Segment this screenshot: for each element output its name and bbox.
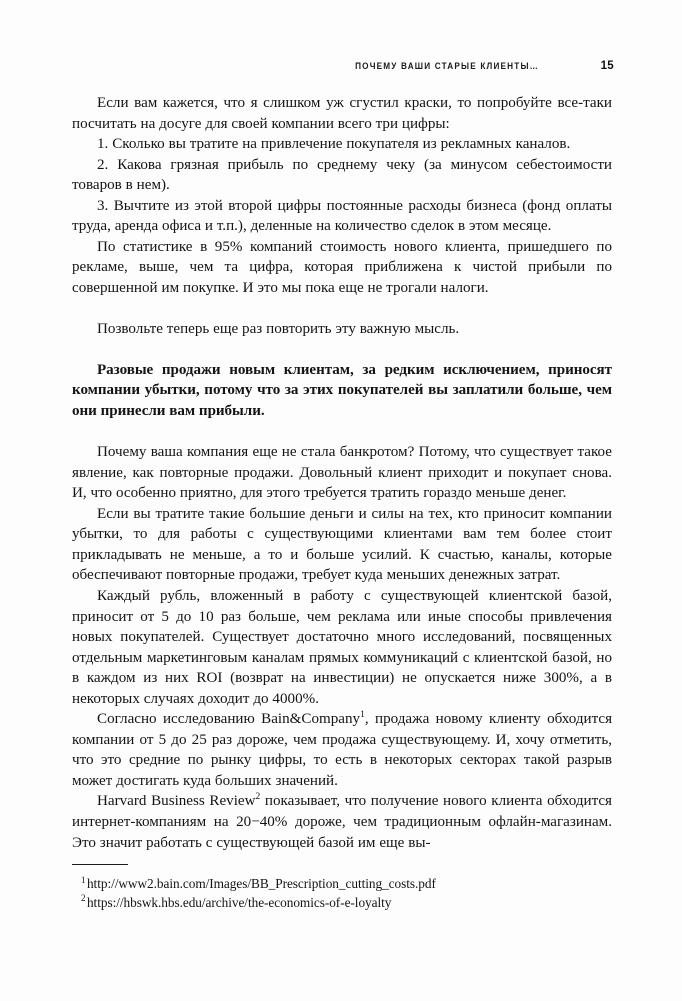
page-number: 15: [600, 60, 614, 72]
paragraph-list-item-1: 1. Сколько вы тратите на привлечение покупателя из рекламных каналов.: [97, 136, 571, 153]
paragraph-statistics: По статистике в 95% компаний стоимость нового клиента, пришедшего по рекламе, выше, чем та цифра, которая приближена к чистой прибыли по совершенной им покупке. И это мы пока еще не трогали налоги.: [72, 238, 612, 296]
footnote-2: [72, 894, 612, 913]
paragraph-repeat-thought: Позвольте теперь еще раз повторить эту важную мысль.: [97, 320, 460, 337]
footnote-1-marker: 1: [81, 874, 86, 885]
paragraph-bain-text-after: , продажа новому клиенту обходится компании от 5 до 25 раз дороже, чем продажа существующему. И, хочу отметить, что это средние по рынку цифры, то есть в некоторых секторах такой разрыв может достигать куда больших значений.: [72, 711, 613, 789]
paragraph-list-item-3: 3. Вычтите из этой второй цифры постоянные расходы бизнеса (фонд оплаты труда, аренда офиса и т.п.), деленные на количество сделок в этом месяце.: [72, 197, 612, 235]
running-head-title: ПОЧЕМУ ВАШИ СТАРЫЕ КЛИЕНТЫ…: [354, 61, 539, 71]
paragraph-spacer-1: [72, 298, 612, 319]
paragraph-roi: Каждый рубль, вложенный в работу с существующей клиентской базой, приносит от 5 до 10 раз больше, чем реклама или иные способы привлечения новых покупателей. Существует достаточно много исследований, посвященных отдельным маркетинговым каналам прямых коммуникаций с клиентской базой, но в каждом из них ROI (возврат на инвестиции) не опускается ниже 300%, а в некоторых случаях доходит до 4000%.: [72, 587, 612, 707]
footnote-2-url: https://hbswk.hbs.edu/archive/the-economics-of-e-loyalty: [86, 894, 392, 910]
footnote-marker-2: 2: [255, 792, 261, 803]
footnote-1: [72, 875, 612, 894]
paragraph-spacer-3: [72, 421, 612, 442]
paragraph-effort: Если вы тратите такие большие деньги и силы на тех, кто приносит компании убытки, то для работы с существующими клиентами вам тем более стоит прикладывать не меньше, а то и больше усилий. К счастью, каналы, которые обеспечивают повторные продажи, требует куда меньших денежных затрат.: [72, 505, 612, 584]
running-head: [72, 60, 614, 76]
footnotes-area: [72, 864, 612, 912]
paragraph-hbr-text-after: показывает, что получение нового клиента обходится интернет-компаниям на 20−40% дороже, чем традиционным офлайн-магазинам. Это значит работать с существующей базой им еще вы-: [72, 793, 612, 851]
paragraph-list-item-2: 2. Какова грязная прибыль по среднему чеку (за минусом себестоимости товаров в нем).: [72, 156, 612, 194]
paragraph-bankrupt: Почему ваша компания еще не стала банкротом? Потому, что существует такое явление, как повторные продажи. Довольный клиент приходит и покупает снова. И, что особенно приятно, для этого требуется тратить гораздо меньше денег.: [72, 444, 612, 502]
paragraph-key-statement: Разовые продажи новым клиентам, за редким исключением, приносят компании убытки, потому что за этих покупателей вы заплатили больше, чем они принесли вам прибыли.: [72, 361, 612, 419]
paragraph-1: Если вам кажется, что я слишком уж сгустил краски, то попробуйте все-таки посчитать на досуге для своей компании всего три цифры:: [72, 95, 612, 132]
paragraph-bain: [72, 709, 612, 791]
body-text-block: [72, 93, 612, 853]
footnote-1-url: http://www2.bain.com/Images/BB_Prescription_cutting_costs.pdf: [86, 876, 436, 891]
paragraph-hbr-text-before: Harvard Business Review: [97, 793, 256, 810]
paragraph-bain-text-before: Согласно исследованию Bain&Company: [97, 711, 361, 728]
footnote-marker-1: 1: [360, 710, 365, 721]
footnote-separator-rule: [72, 864, 128, 865]
footnote-2-marker: 2: [81, 893, 86, 904]
paragraph-hbr: [72, 791, 612, 853]
paragraph-spacer-2: [72, 340, 612, 360]
